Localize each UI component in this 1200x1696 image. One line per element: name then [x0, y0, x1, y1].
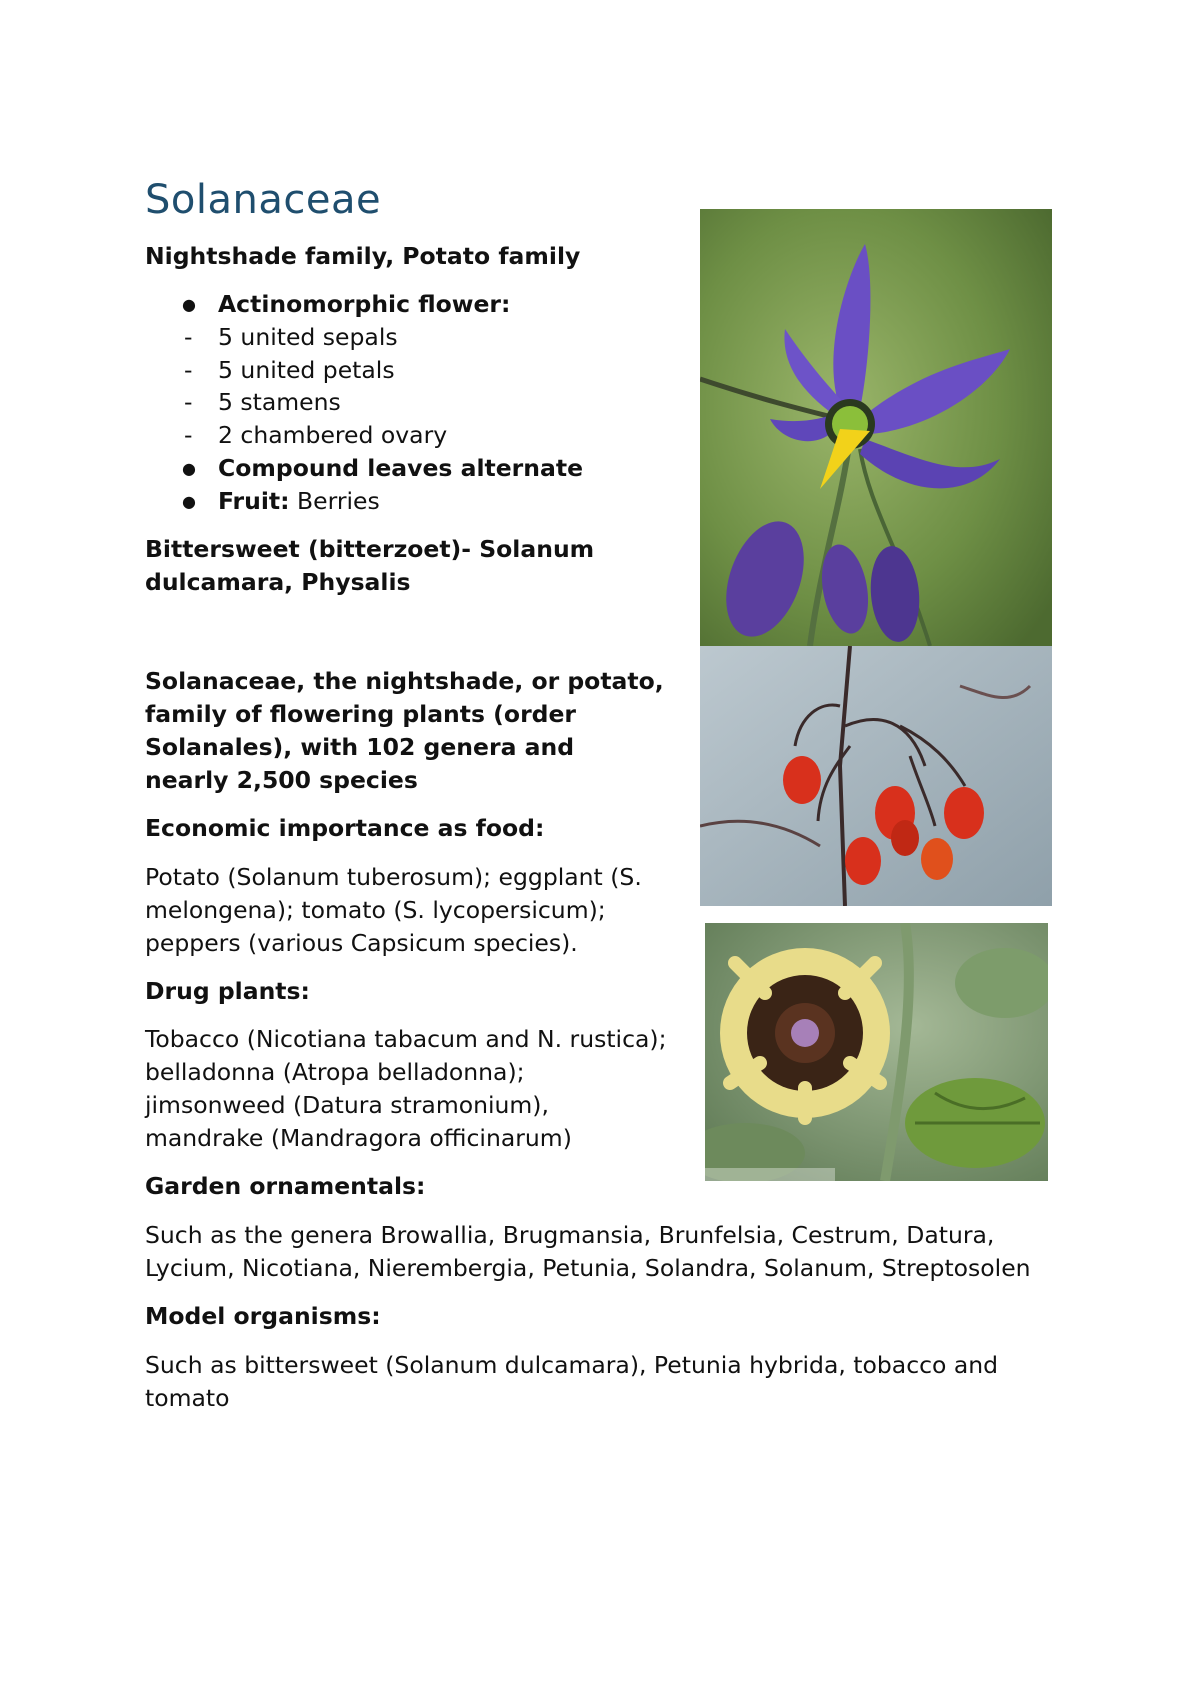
drugs-line: jimsonweed (Datura stramonium), [145, 1091, 549, 1119]
red-berries-image [700, 646, 1052, 906]
economic-heading: Economic importance as food: [145, 814, 545, 842]
economic-line: melongena); tomato (S. lycopersicum); [145, 896, 606, 924]
bittersweet-line: dulcamara, Physalis [145, 568, 411, 596]
bullet-dot: ● [182, 459, 196, 478]
leaves-item: Compound leaves alternate [218, 454, 584, 482]
drugs-line: mandrake (Mandragora officinarum) [145, 1124, 572, 1152]
bullet-dot: ● [182, 295, 196, 314]
flower-part: 5 stamens [218, 388, 341, 416]
drugs-line: Tobacco (Nicotiana tabacum and N. rustica); [145, 1025, 667, 1053]
flower-part: 5 united petals [218, 356, 395, 384]
description-line: Solanaceae, the nightshade, or potato, [145, 667, 664, 695]
flower-heading: Actinomorphic flower: [218, 290, 511, 318]
garden-line: Such as the genera Browallia, Brugmansia, Brunfelsia, Cestrum, Datura, [145, 1221, 995, 1249]
henbane-flower-image [705, 923, 1048, 1181]
economic-line: Potato (Solanum tuberosum); eggplant (S. [145, 863, 642, 891]
description-line: nearly 2,500 species [145, 766, 418, 794]
dash-marker: - [184, 356, 193, 384]
dash-marker: - [184, 421, 193, 449]
subtitle: Nightshade family, Potato family [145, 242, 581, 270]
model-heading: Model organisms: [145, 1302, 381, 1330]
fruit-item [218, 485, 380, 518]
bittersweet-line: Bittersweet (bitterzoet)- Solanum [145, 535, 595, 563]
garden-line: Lycium, Nicotiana, Nierembergia, Petunia, Solandra, Solanum, Streptosolen [145, 1254, 1031, 1282]
drugs-line: belladonna (Atropa belladonna); [145, 1058, 525, 1086]
bittersweet-flower-image [700, 209, 1052, 646]
economic-line: peppers (various Capsicum species). [145, 929, 578, 957]
model-line: Such as bittersweet (Solanum dulcamara), Petunia hybrida, tobacco and [145, 1351, 999, 1379]
description-line: family of flowering plants (order [145, 700, 577, 728]
description-line: Solanales), with 102 genera and [145, 733, 575, 761]
fruit-label: Fruit: [218, 487, 290, 515]
drugs-heading: Drug plants: [145, 977, 310, 1005]
garden-heading: Garden ornamentals: [145, 1172, 426, 1200]
flower-part: 2 chambered ovary [218, 421, 448, 449]
dash-marker: - [184, 323, 193, 351]
fruit-value: Berries [289, 487, 380, 515]
page-title: Solanaceae [145, 177, 382, 223]
flower-part: 5 united sepals [218, 323, 398, 351]
bullet-dot: ● [182, 492, 196, 511]
model-line: tomato [145, 1384, 230, 1412]
dash-marker: - [184, 388, 193, 416]
